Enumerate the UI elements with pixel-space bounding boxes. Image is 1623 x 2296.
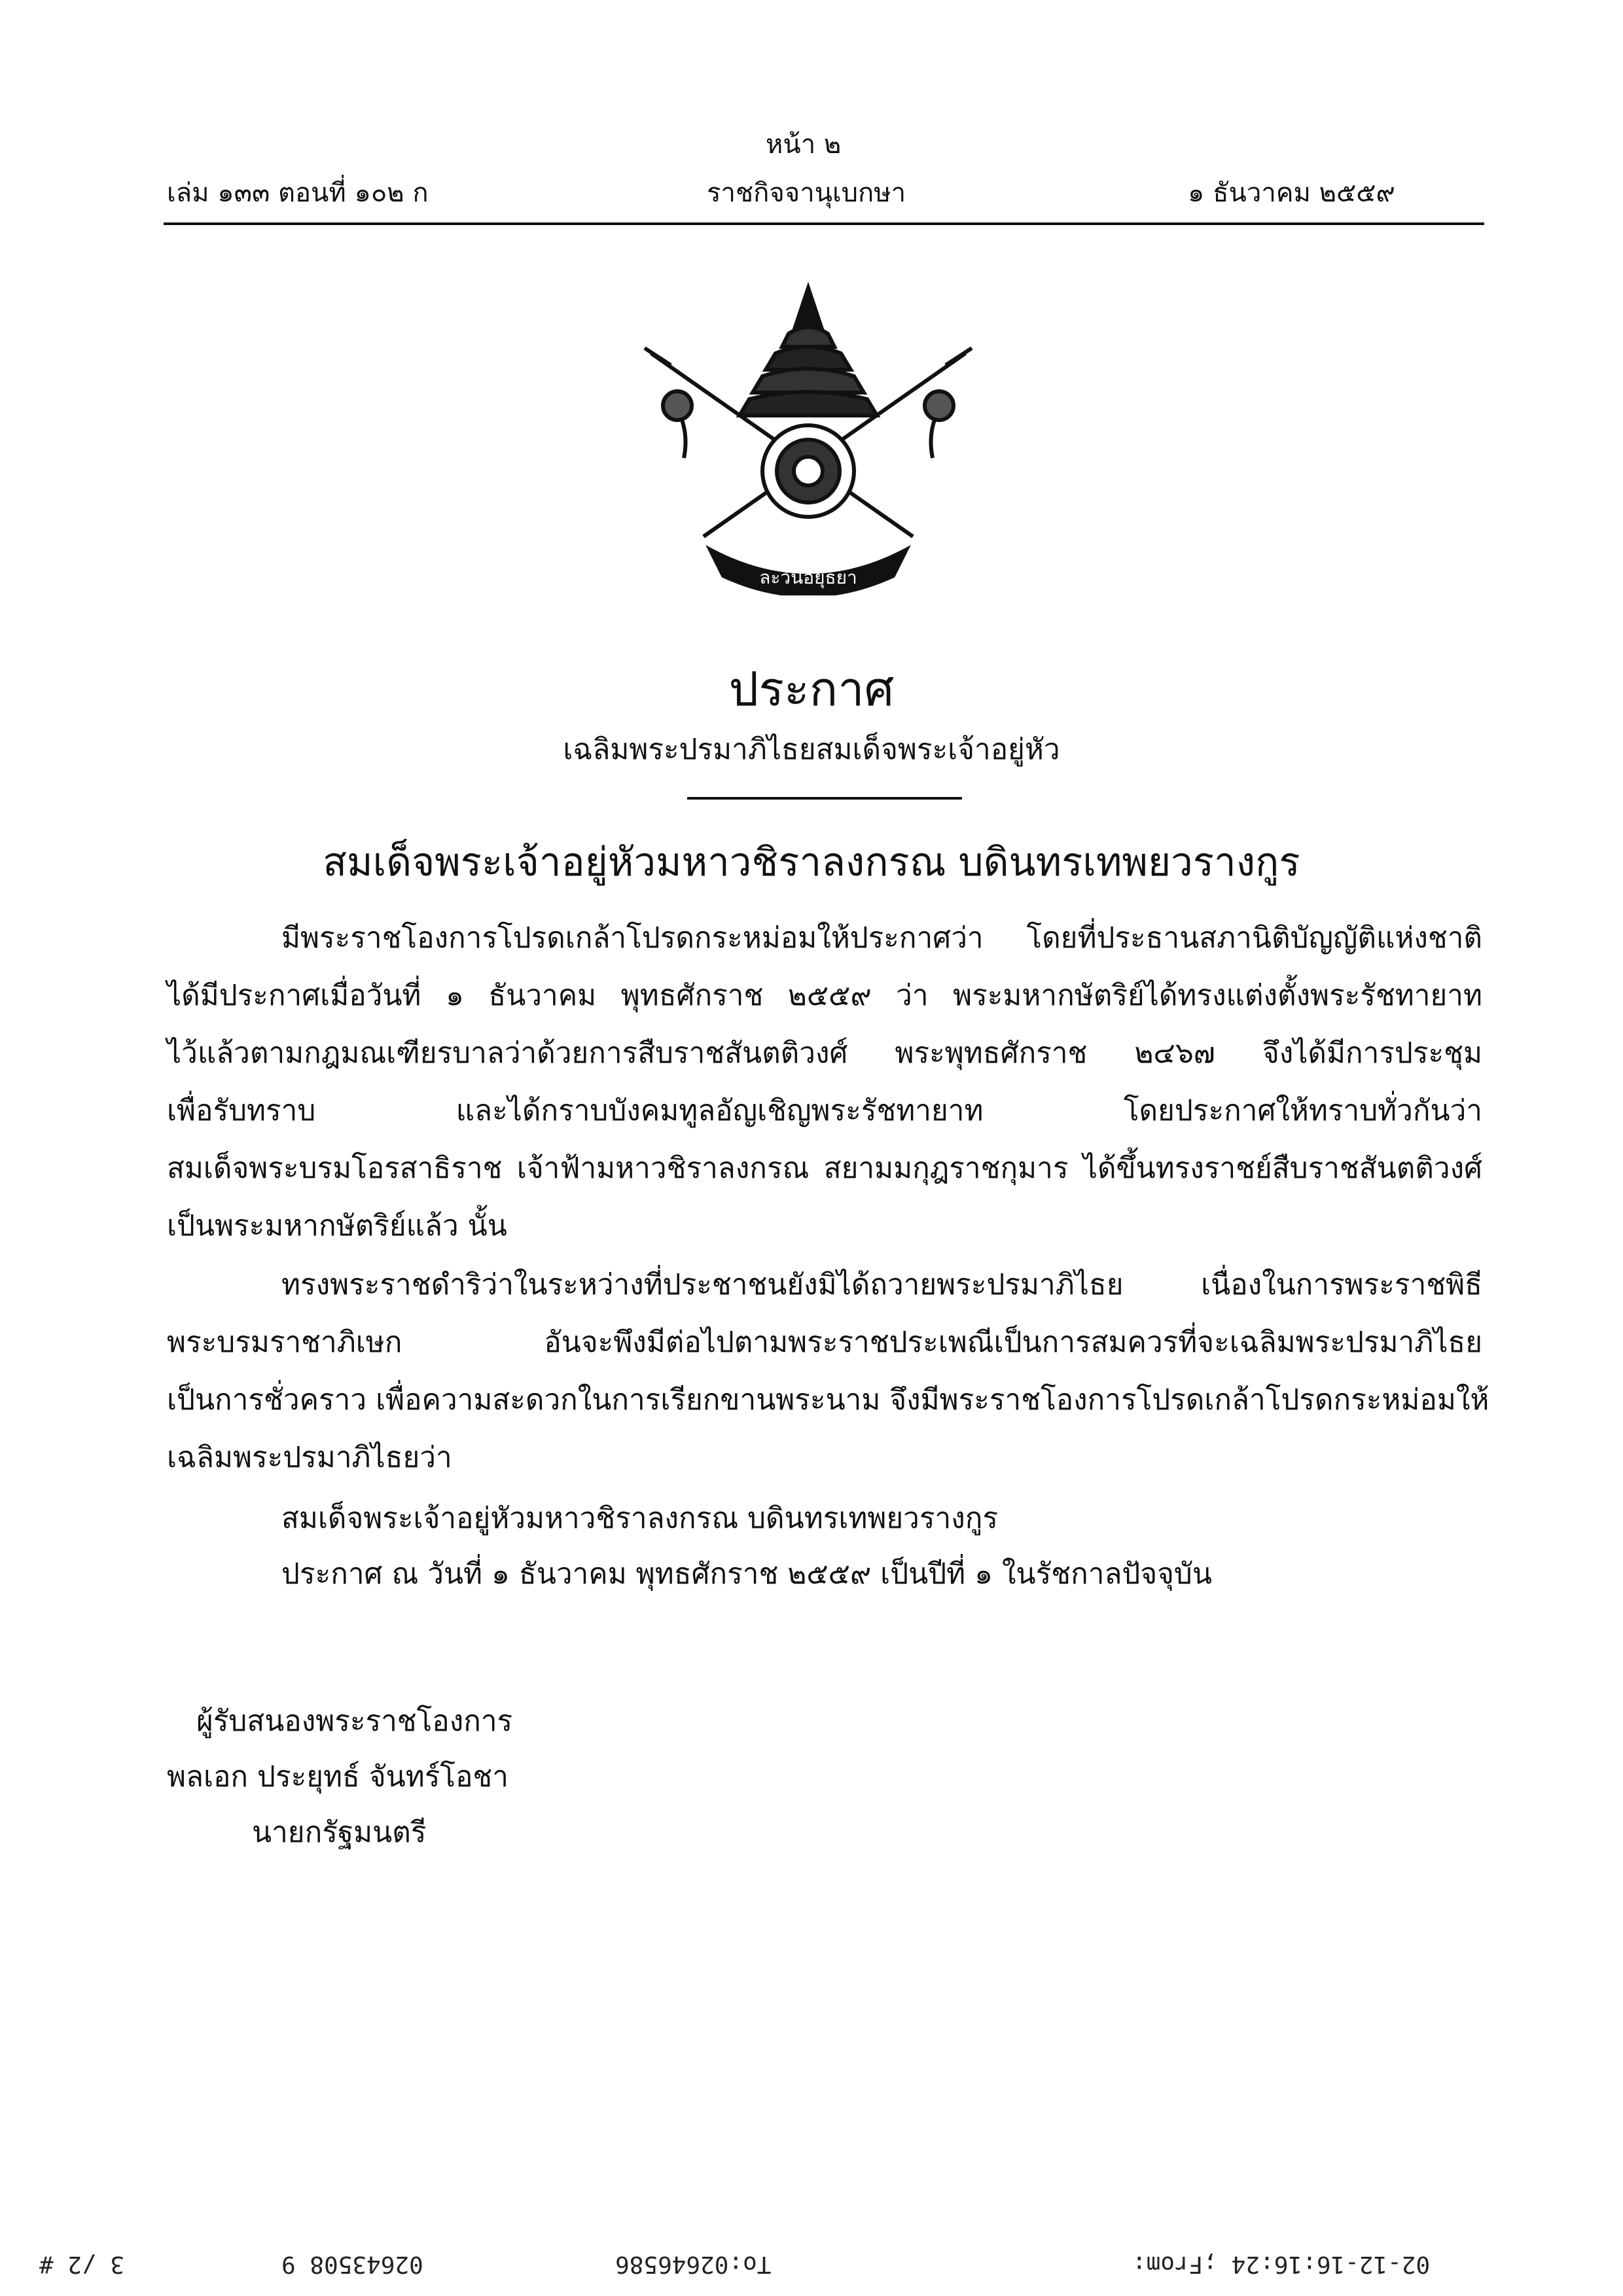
paragraph-2: [167, 1256, 1489, 1487]
paragraph-line: มีพระราชโองการโปรดเกล้าโปรดกระหม่อมให้ประกาศว่า โดยที่ประธานสภานิติบัญญัติแห่งชาติ: [281, 921, 1482, 955]
page-number: หน้า ๒: [766, 130, 842, 160]
publication-date: ๑ ธันวาคม ๒๕๕๙: [1188, 178, 1395, 208]
gazette-name: ราชกิจจานุเบกษา: [707, 178, 906, 208]
countersign-name: พลเอก ประยุทธ์ จันทร์โอชา: [167, 1760, 509, 1793]
paragraph-line: เฉลิมพระปรมาภิไธยว่า: [167, 1441, 452, 1474]
king-name-heading: สมเด็จพระเจ้าอยู่หัวมหาวชิราลงกรณ บดินทรเทพยวรางกูร: [323, 839, 1300, 885]
title-divider: [687, 797, 962, 800]
page-title: ประกาศ: [728, 662, 895, 716]
paragraph-1: [167, 910, 1482, 1255]
countersign-position: นายกรัฐมนตรี: [252, 1816, 427, 1849]
paragraph-line: เป็นพระมหากษัตริย์แล้ว นั้น: [167, 1209, 507, 1243]
emblem-ribbon-text: ละวันอยุธยา: [759, 567, 857, 588]
subtitle: เฉลิมพระปรมาภิไธยสมเด็จพระเจ้าอยู่หัว: [563, 733, 1060, 766]
fax-footer-page: 3 /2 #: [39, 2251, 125, 2278]
paragraph-line: พระบรมราชาภิเษก อันจะพึงมีต่อไปตามพระราชประเพณีเป็นการสมควรที่จะเฉลิมพระปรมาภิไธย: [167, 1326, 1482, 1359]
header-divider: [164, 222, 1484, 225]
countersign-label: ผู้รับสนองพระราชโองการ: [196, 1704, 513, 1738]
royal-emblem-icon: [632, 275, 985, 595]
paragraph-line: เพื่อรับทราบ และได้กราบบังคมทูลอัญเชิญพระรัชทายาท โดยประกาศให้ทราบทั่วกันว่า: [167, 1094, 1482, 1127]
announcement-date-line: ประกาศ ณ วันที่ ๑ ธันวาคม พุทธศักราช ๒๕๕๙ เป็นปีที่ ๑ ในรัชกาลปัจจุบัน: [281, 1557, 1212, 1591]
paragraph-line: ไว้แล้วตามกฎมณเฑียรบาลว่าด้วยการสืบราชสันตติวงศ์ พระพุทธศักราช ๒๔๖๗ จึงได้มีการประชุม: [167, 1036, 1482, 1070]
volume-issue: เล่ม ๑๓๓ ตอนที่ ๑๐๒ ก: [167, 178, 429, 208]
paragraph-line: สมเด็จพระบรมโอรสาธิราช เจ้าฟ้ามหาวชิราลงกรณ สยามมกุฎราชกุมาร ได้ขึ้นทรงราชย์สืบราชสันตติวงศ์: [167, 1152, 1482, 1185]
fax-footer-id: 02643508 9: [281, 2251, 423, 2278]
paragraph-line: ได้มีประกาศเมื่อวันที่ ๑ ธันวาคม พุทธศักราช ๒๕๕๙ ว่า พระมหากษัตริย์ได้ทรงแต่งตั้งพระรัชทายาท: [167, 979, 1482, 1012]
fax-footer-to: To:02646586: [615, 2251, 772, 2278]
fax-footer-from: 02-12-16:16:24 ;From:: [1132, 2251, 1431, 2278]
royal-name-line: สมเด็จพระเจ้าอยู่หัวมหาวชิราลงกรณ บดินทรเทพยวรางกูร: [281, 1502, 998, 1535]
paragraph-line: เป็นการชั่วคราว เพื่อความสะดวกในการเรียกขานพระนาม จึงมีพระราชโองการโปรดเกล้าโปรดกระหม่อมให้: [167, 1383, 1489, 1417]
paragraph-line: ทรงพระราชดำริว่าในระหว่างที่ประชาชนยังมิได้ถวายพระปรมาภิไธย เนื่องในการพระราชพิธี: [281, 1268, 1482, 1301]
